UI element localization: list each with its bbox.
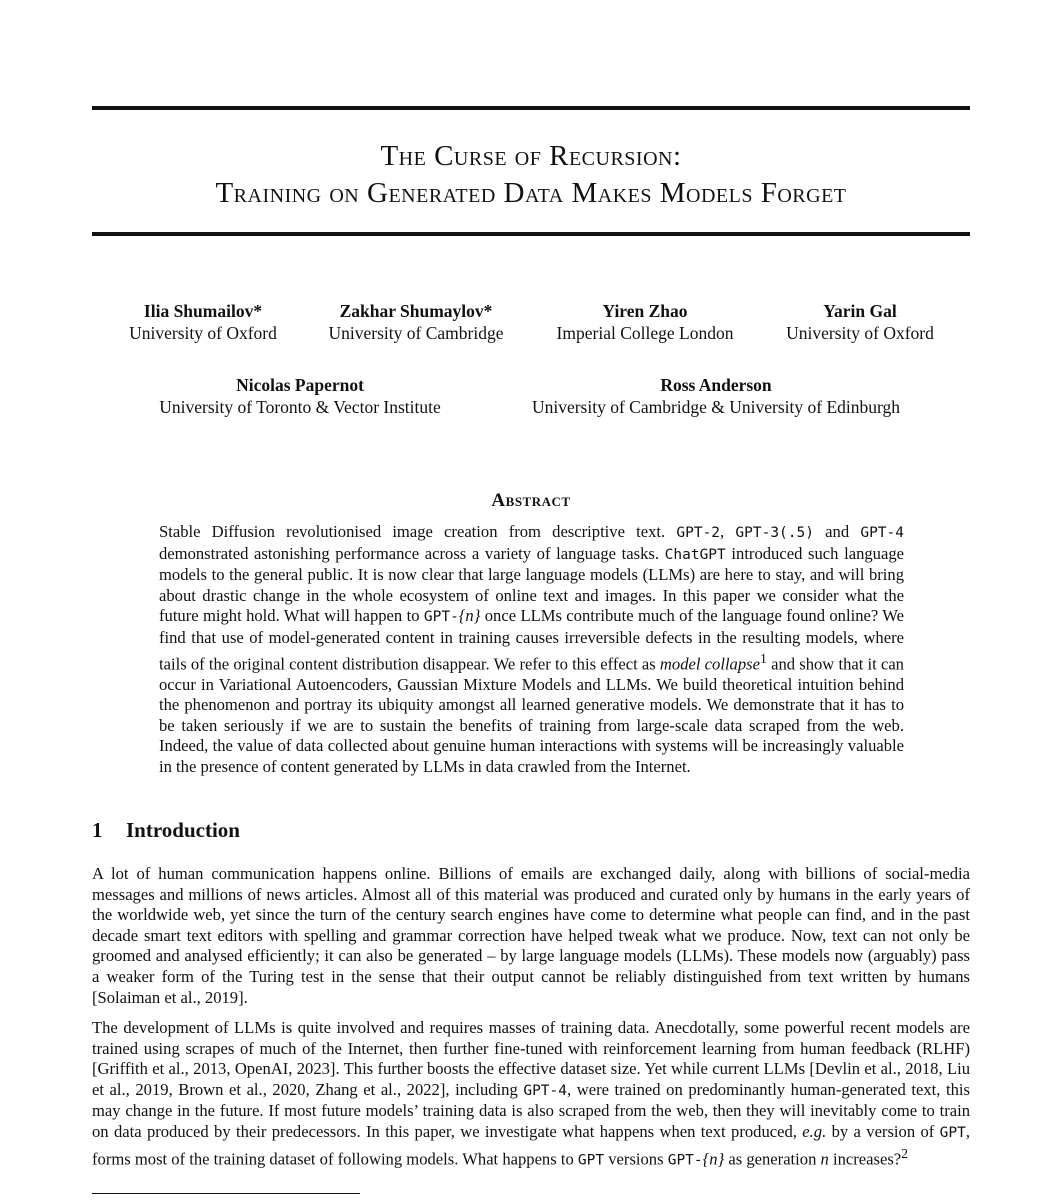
author-block: [130, 374, 470, 418]
author-affiliation: University of Toronto & Vector Institute: [159, 397, 441, 417]
footnote-marker: 1: [759, 650, 767, 666]
author-name: Zakhar Shumaylov*: [339, 301, 493, 321]
author-name: Ilia Shumailov*: [143, 301, 263, 321]
section-heading: [92, 818, 240, 843]
author-name: Yarin Gal: [823, 301, 897, 321]
title-line-1: The Curse of Recursion:: [380, 140, 682, 172]
author-block: [536, 300, 754, 344]
abstract-heading: Abstract: [491, 490, 571, 511]
author-block: [312, 300, 520, 344]
title-line-2: Training on Generated Data Makes Models Forget: [215, 177, 847, 209]
section-number: 1: [92, 818, 103, 842]
intro-paragraph-2: The development of LLMs is quite involved and requires masses of training data. Anecdotally, some powerful recent models are trained using scrapes of much of the Internet, then further fine-tuned with reinforcement learning from human feedback (RLHF) [Griffith et al., 2013, OpenAI, 2023]. This further boosts the effective dataset size. Yet while current LLMs [Devlin et al., 2018, Liu et al., 2019, Brown et al., 2020, Zhang et al., 2022], including GPT-4, were trained on predominantly human-generated text, this may change in the future. If most future models’ training data is also scraped from the web, then they will inevitably come to train on data produced by their predecessors. In this paper, we investigate what happens when text produced, e.g. by a version of GPT, forms most of the training dataset of following models. What happens to GPT versions GPT-{n} as generation n increases?$^2$: [92, 1018, 971, 1169]
section-title: Introduction: [126, 818, 240, 842]
footnote-marker: 2: [901, 1145, 909, 1161]
title-bottom-rule: [92, 232, 970, 236]
author-name: Ross Anderson: [660, 375, 772, 395]
author-affiliation: University of Oxford: [129, 323, 277, 343]
author-affiliation: University of Oxford: [786, 323, 934, 343]
author-affiliation: Imperial College London: [556, 323, 734, 343]
author-name: Nicolas Papernot: [236, 375, 364, 395]
author-affiliation: University of Cambridge: [328, 323, 504, 343]
paper-title: [92, 138, 970, 212]
author-block: [92, 300, 314, 344]
footnote-rule: [92, 1193, 360, 1194]
abstract-body: Stable Diffusion revolutionised image creation from descriptive text. GPT-2, GPT-3(.5) and GPT-4 demonstrated astonishing performance across a variety of language tasks. ChatGPT introduced such language models to the general public. It is now clear that large language models (LLMs) are here to stay, and will bring about drastic change in the whole ecosystem of online text and images. In this paper we consider what the future might hold. What will happen to GPT-{n} once LLMs contribute much of the language found online? We find that use of model-generated content in training causes irreversible defects in the resulting models, where tails of the original content distribution disappear. We refer to this effect as model collapse$^1$ and show that it can occur in Variational Autoencoders, Gaussian Mixture Models and LLMs. We build theoretical intuition behind the phenomenon and portray its ubiquity amongst all learned generative models. We demonstrate that it has to be taken seriously if we are to sustain the benefits of training from large-scale data scraped from the web. Indeed, the value of data collected about genuine human interactions with systems will be increasingly valuable in the presence of content generated by LLMs in data crawled from the Internet.: [159, 522, 904, 777]
title-top-rule: [92, 106, 970, 110]
author-block: [506, 374, 926, 418]
intro-paragraph-1: A lot of human communication happens online. Billions of emails are exchanged daily, along with billions of social-media messages and millions of news articles. Almost all of this material was produced and curated only by humans in the early years of the worldwide web, yet since the turn of the century search engines have come to determine what people can find, and in the past decade smart text editors with spelling and grammar correction have helped tweak what we produce. Now, text can not only be groomed and analysed efficiently; it can also be generated – by large language models (LLMs). These models now (arguably) pass a weaker form of the Turing test in the sense that their output cannot be reliably distinguished from text written by humans [Solaiman et al., 2019].: [92, 864, 970, 1007]
author-block: [770, 300, 950, 344]
emphasis-model-collapse: model collapse: [659, 654, 760, 674]
author-affiliation: University of Cambridge & University of Edinburgh: [531, 397, 901, 417]
author-name: Yiren Zhao: [602, 301, 688, 321]
